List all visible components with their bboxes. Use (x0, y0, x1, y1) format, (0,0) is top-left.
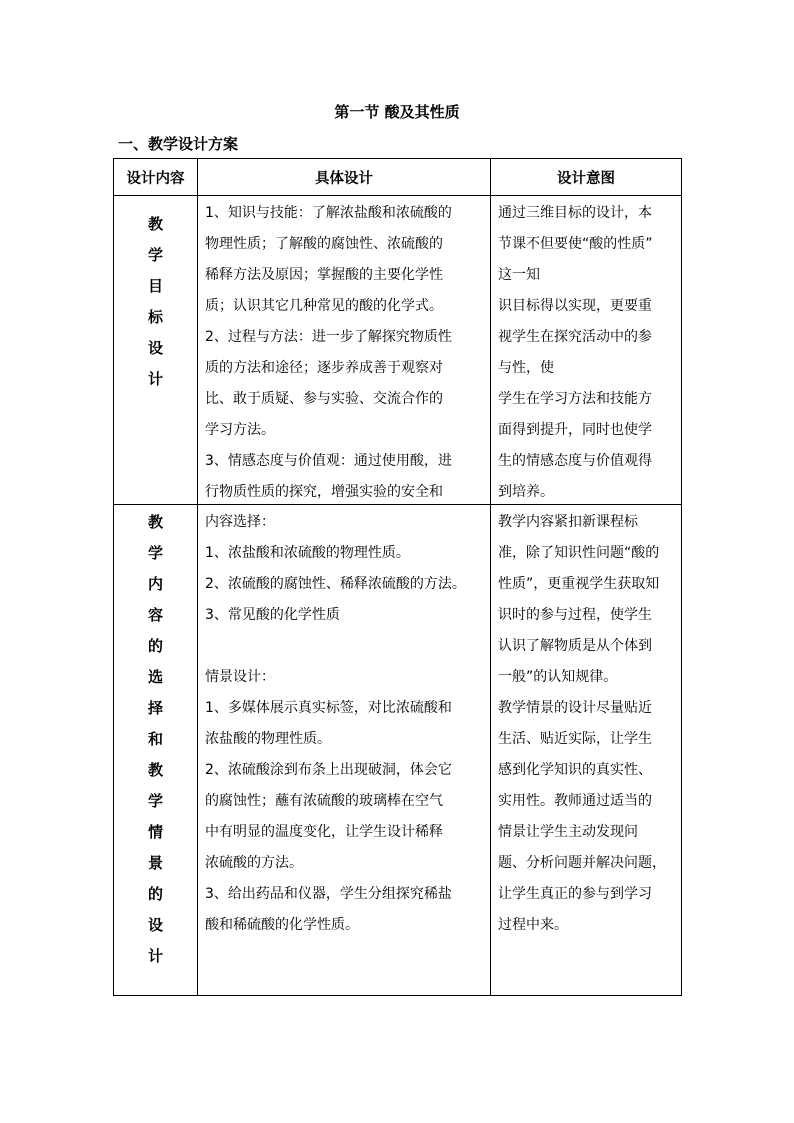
design-line: 学习方法。 (205, 422, 275, 438)
design-line: 1、知识与技能：了解浓盐酸和浓硫酸的 (205, 205, 452, 221)
intent-line: 实用性。教师通过适当的 (498, 793, 652, 809)
label-char: 容 (147, 606, 163, 624)
label-char: 的 (147, 637, 163, 655)
label-char: 设 (147, 916, 163, 934)
design-line: 2、浓硫酸的腐蚀性、稀释浓硫酸的方法。 (205, 576, 466, 592)
header-design-content: 设计内容 (114, 159, 198, 196)
label-char: 目 (147, 277, 163, 295)
intent-line: 生的情感态度与价值观得 (498, 453, 652, 469)
table-header-row (114, 159, 682, 196)
intent-cell (491, 196, 682, 505)
design-line: 3、给出药品和仪器，学生分组探究稀盐 (205, 886, 452, 902)
header-specific-design: 具体设计 (198, 159, 491, 196)
intent-line: 学生在学习方法和技能方 (498, 391, 652, 407)
intent-line: 一般”的认知规律。 (498, 669, 618, 685)
design-cell (198, 196, 491, 505)
design-line: 中有明显的温度变化，让学生设计稀释 (205, 824, 443, 840)
label-char: 学 (147, 246, 163, 264)
design-line: 3、常见酸的化学性质 (205, 607, 340, 623)
vertical-label (114, 505, 197, 972)
label-char: 的 (147, 885, 163, 903)
intent-line: 过程中来。 (498, 917, 568, 933)
label-char: 选 (147, 668, 163, 686)
design-line: 物理性质；了解酸的腐蚀性、浓硫酸的 (205, 236, 443, 252)
label-char: 标 (147, 308, 163, 326)
intent-line: 这一知 (498, 267, 540, 283)
design-cell (198, 505, 491, 996)
label-char: 计 (147, 370, 163, 388)
intent-line: 节课不但要使“酸的性质” (498, 236, 653, 252)
design-line: 质；认识其它几种常见的酸的化学式。 (205, 298, 443, 314)
intent-line: 到培养。 (498, 484, 554, 500)
intent-line: 让学生真正的参与到学习 (498, 886, 652, 902)
intent-line: 教学内容紧扣新课程标 (498, 514, 638, 530)
intent-cell (491, 505, 682, 996)
vertical-label (114, 196, 197, 395)
design-line: 1、多媒体展示真实标签，对比浓硫酸和 (205, 700, 452, 716)
label-char: 学 (147, 792, 163, 810)
intent-line: 面得到提升，同时也使学 (498, 422, 652, 438)
table-row (114, 505, 682, 996)
design-line-blank (205, 631, 484, 662)
intent-line: 通过三维目标的设计，本 (498, 205, 652, 221)
label-char: 情 (147, 823, 163, 841)
design-line: 的腐蚀性；蘸有浓硫酸的玻璃棒在空气 (205, 793, 443, 809)
intent-line: 教学情景的设计尽量贴近 (498, 700, 652, 716)
label-char: 学 (147, 544, 163, 562)
document-title: 第一节 酸及其性质 (334, 103, 460, 121)
design-line: 浓盐酸的物理性质。 (205, 731, 331, 747)
row-label-content-and-scenario (114, 505, 198, 996)
design-line: 比、敢于质疑、参与实验、交流合作的 (205, 391, 443, 407)
intent-line: 识目标得以实现，更要重 (498, 298, 652, 314)
label-char: 教 (147, 513, 163, 531)
table-row (114, 196, 682, 505)
label-char: 教 (147, 761, 163, 779)
header-design-intent: 设计意图 (491, 159, 682, 196)
design-line: 情景设计： (205, 669, 275, 685)
intent-line: 题、分析问题并解决问题， (498, 855, 666, 871)
row-label-teaching-objectives (114, 196, 198, 505)
design-line: 浓硫酸的方法。 (205, 855, 303, 871)
intent-line: 准，除了知识性问题“酸的 (498, 545, 660, 561)
intent-line: 生活、贴近实际，让学生 (498, 731, 652, 747)
design-line: 内容选择： (205, 514, 275, 530)
label-char: 内 (147, 575, 163, 593)
label-char: 教 (147, 215, 163, 233)
design-line: 稀释方法及原因；掌握酸的主要化学性 (205, 267, 443, 283)
design-line: 2、浓硫酸涂到布条上出现破洞，体会它 (205, 762, 452, 778)
teaching-design-table (113, 158, 682, 996)
design-line: 3、情感态度与价值观：通过使用酸，进 (205, 453, 452, 469)
intent-line: 情景让学生主动发现问 (498, 824, 638, 840)
label-char: 计 (147, 947, 163, 965)
label-char: 景 (147, 854, 163, 872)
design-line: 酸和稀硫酸的化学性质。 (205, 917, 359, 933)
intent-line: 性质”，更重视学生获取知 (498, 576, 660, 592)
design-line: 1、浓盐酸和浓硫酸的物理性质。 (205, 545, 410, 561)
intent-line: 认识了解物质是从个体到 (498, 638, 652, 654)
section-heading: 一、教学设计方案 (118, 135, 239, 153)
intent-line: 感到化学知识的真实性、 (498, 762, 652, 778)
label-char: 和 (147, 730, 163, 748)
design-line: 行物质性质的探究，增强实验的安全和 (205, 484, 443, 500)
intent-line: 视学生在探究活动中的参 (498, 329, 652, 345)
intent-line: 与性，使 (498, 360, 554, 376)
design-line: 2、过程与方法：进一步了解探究物质性 (205, 329, 452, 345)
design-line: 质的方法和途径；逐步养成善于观察对 (205, 360, 443, 376)
label-char: 择 (147, 699, 163, 717)
label-char: 设 (147, 339, 163, 357)
intent-line: 识时的参与过程，使学生 (498, 607, 652, 623)
